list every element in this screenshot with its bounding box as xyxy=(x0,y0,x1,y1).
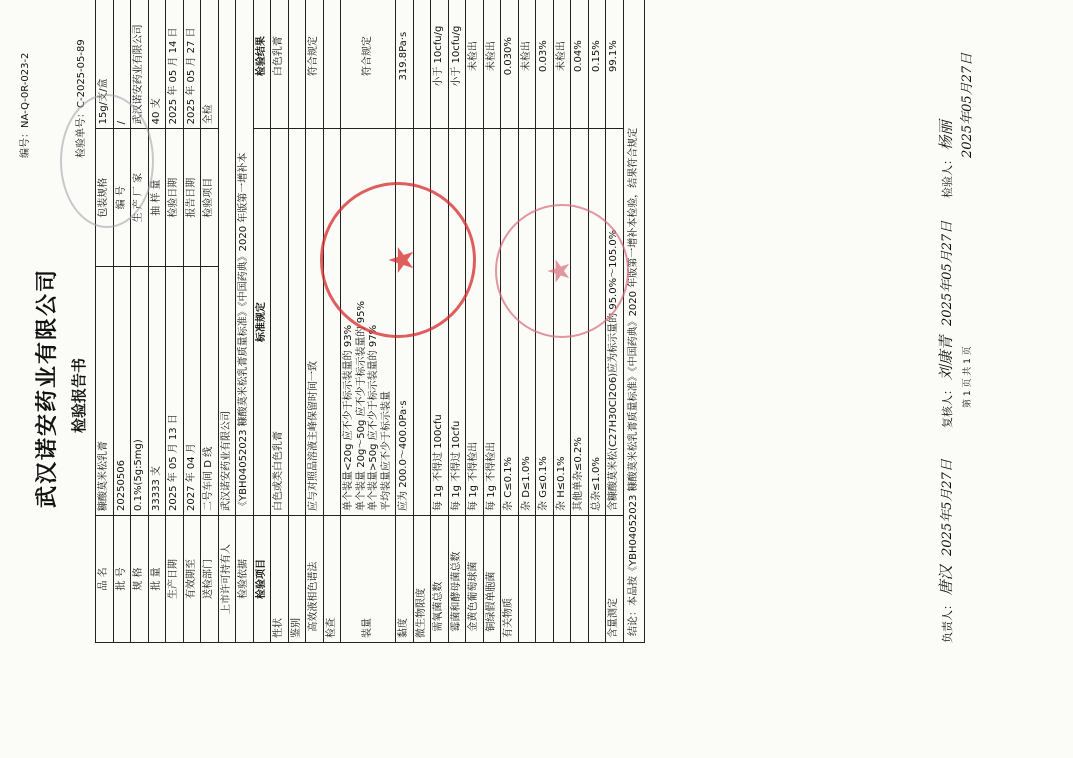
item-result-cell xyxy=(413,0,431,129)
item-result-cell xyxy=(323,0,341,129)
cell-report-value: 2025 年 05 月 27 日 xyxy=(183,0,201,129)
star-icon: ★ xyxy=(542,257,577,285)
item-result-cell: 未检出 xyxy=(483,0,501,129)
inspector-block xyxy=(935,53,975,198)
table-row xyxy=(606,0,624,643)
reviewer-date: 2025年05月27日 xyxy=(940,220,955,326)
cell-size-value: 0.1%(5g:5mg) xyxy=(131,267,149,516)
cell-name-value: 糠酸莫米松乳膏 xyxy=(96,267,114,516)
item-standard-cell: 杂 D≤1.0% xyxy=(518,129,536,516)
item-name-cell: 微生物限度 xyxy=(413,515,431,642)
report-number: 检验单号：C-2025-05-89 xyxy=(76,39,87,158)
responsible-date: 2025年5月27日 xyxy=(940,459,955,556)
reviewer-signature: 刘康青 xyxy=(937,335,955,381)
cell-no-value: / xyxy=(113,0,131,129)
table-row xyxy=(148,0,166,643)
cell-test-value: 2025 年 05 月 14 日 xyxy=(166,0,184,129)
table-row xyxy=(236,0,254,643)
item-name-cell: 鉴别 xyxy=(288,515,306,642)
item-result-cell: 99.1% xyxy=(606,0,624,129)
cell-report-label: 报告日期 xyxy=(183,129,201,267)
cell-purpose-value: 全检 xyxy=(201,0,219,129)
item-name-cell: 性状 xyxy=(271,515,289,642)
item-result-cell: 符合规定 xyxy=(306,0,324,129)
cell-size-label: 规 格 xyxy=(131,515,149,642)
cell-spec-value: 15g/支/盒 xyxy=(96,0,114,129)
cell-mfg-label: 生产日期 xyxy=(166,515,184,642)
table-row xyxy=(218,0,236,643)
cell-name-label: 品 名 xyxy=(96,515,114,642)
item-name-cell: 霉菌和酵母菌总数 xyxy=(448,515,466,642)
conclusion-row xyxy=(623,0,645,643)
pink-quality-stamp xyxy=(495,204,629,338)
item-result-cell: 319.8Pa·s xyxy=(396,0,414,129)
cell-test-label: 检验日期 xyxy=(166,129,184,267)
item-standard-cell: 杂 C≤0.1% xyxy=(501,129,519,516)
item-result-cell: 0.030% xyxy=(501,0,519,129)
item-standard-cell xyxy=(288,129,306,516)
item-name-cell xyxy=(518,515,536,642)
item-result-cell xyxy=(288,0,306,129)
cell-dept-value: 二号车间 D 线 xyxy=(201,267,219,516)
header-standard: 标准规定 xyxy=(253,129,271,516)
item-result-cell: 未检出 xyxy=(466,0,484,129)
responsible-label: 负责人： xyxy=(941,599,954,643)
table-row xyxy=(166,0,184,643)
cell-batch-value: 20250506 xyxy=(113,267,131,516)
item-standard-cell: 白色或类白色乳膏 xyxy=(271,129,289,516)
item-result-cell: 未检出 xyxy=(553,0,571,129)
item-result-cell: 小于 10cfu/g xyxy=(431,0,449,129)
table-row xyxy=(501,0,519,643)
table-row xyxy=(271,0,289,643)
inspector-signature: 杨丽 xyxy=(937,120,955,151)
item-name-cell: 铜绿假单胞菌 xyxy=(483,515,501,642)
item-standard-cell xyxy=(323,129,341,516)
header-result: 检验结果 xyxy=(253,0,271,129)
item-standard-cell: 杂 H≤0.1% xyxy=(553,129,571,516)
cell-exp-value: 2027 年 04 月 xyxy=(183,267,201,516)
table-row xyxy=(201,0,219,643)
reviewer-block xyxy=(935,221,956,428)
responsible-signature: 唐汉 xyxy=(937,565,955,596)
item-result-cell: 未检出 xyxy=(518,0,536,129)
item-name-cell: 检查 xyxy=(323,515,341,642)
cell-mfg-value: 2025 年 05 月 13 日 xyxy=(166,267,184,516)
cell-purpose-label: 检验项目 xyxy=(201,129,219,267)
cell-batch-label: 批 号 xyxy=(113,515,131,642)
table-row xyxy=(448,0,466,643)
cell-mfr-label: 生 产 厂 家 xyxy=(131,129,149,267)
cell-mfr-value: 武汉诺安药业有限公司 xyxy=(131,0,149,129)
conclusion-text: 本品按《YBH04052023 糠酸莫米松乳膏质量标准》《中国药典》2020 年版第一增补本检验，结果符合规定 xyxy=(627,127,639,606)
cell-qty-value: 33333 支 xyxy=(148,267,166,516)
item-standard-cell: 含糠酸莫米松(C27H30Cl2O6)应为标示量的 95.0%～105.0% xyxy=(606,129,624,516)
table-row xyxy=(183,0,201,643)
item-standard-cell: 其他单杂≤0.2% xyxy=(571,129,589,516)
red-inspection-stamp xyxy=(320,182,476,338)
item-standard-cell: 总杂≤1.0% xyxy=(588,129,606,516)
reviewer-label: 复核人： xyxy=(941,384,954,428)
item-standard-cell: 每 1g 不得检出 xyxy=(483,129,501,516)
cell-qty-label: 批 量 xyxy=(148,515,166,642)
cell-mah-label: 上市许可持有人 xyxy=(218,515,236,642)
table-row xyxy=(131,0,149,643)
item-name-cell: 黏度 xyxy=(396,515,414,642)
item-standard-cell: 每 1g 不得过 10cfu xyxy=(448,129,466,516)
cell-dept-label: 送检部门 xyxy=(201,515,219,642)
item-result-cell: 符合规定 xyxy=(341,0,396,129)
star-icon: ★ xyxy=(382,244,422,276)
inspector-label: 检验人： xyxy=(941,154,954,198)
item-name-cell: 装量 xyxy=(341,515,396,642)
cell-sample-label: 抽 样 量 xyxy=(148,129,166,267)
doc-number: 编号：NA-Q-0R-023-2 xyxy=(20,52,31,158)
item-name-cell: 需氧菌总数 xyxy=(431,515,449,642)
table-row xyxy=(483,0,501,643)
gray-stamp xyxy=(60,94,154,228)
cell-exp-label: 有效期至 xyxy=(183,515,201,642)
item-standard-cell: 应为 200.0～400.0Pa·s xyxy=(396,129,414,516)
item-standard-cell: 每 1g 不得检出 xyxy=(466,129,484,516)
item-standard-cell: 单个装量<20g 应不少于标示装量的 93% 单个装量 20g～50g 应不少于标示装量的 95% 单个装量>50g 应不少于标示装量的 97% 平均装量应不少于标示装量 xyxy=(341,129,396,516)
cell-sample-value: 40 支 xyxy=(148,0,166,129)
item-name-cell xyxy=(588,515,606,642)
item-result-cell: 白色乳膏 xyxy=(271,0,289,129)
item-result-cell: 0.04% xyxy=(571,0,589,129)
item-name-cell: 金黄色葡萄球菌 xyxy=(466,515,484,642)
item-name-cell xyxy=(571,515,589,642)
cell-basis-value: 《YBH04052023 糠酸莫米松乳膏质量标准》《中国药典》2020 年版第一增补本 xyxy=(236,0,254,515)
page-footer: 第 1 页 共 1 页 xyxy=(963,346,973,408)
item-name-cell: 高效液相色谱法 xyxy=(306,515,324,642)
cell-spec-label: 包装规格 xyxy=(96,129,114,267)
table-row xyxy=(323,0,341,643)
table-header-row xyxy=(253,0,271,643)
conclusion-label: 结论： xyxy=(627,606,639,636)
item-standard-cell: 应与对照品溶液主峰保留时间一致 xyxy=(306,129,324,516)
item-name-cell: 含量测定 xyxy=(606,515,624,642)
report-title: 检验报告书 xyxy=(70,357,88,433)
cell-basis-label: 检验依据 xyxy=(236,515,254,642)
inspector-date: 2025年05月27日 xyxy=(960,52,975,158)
header-item: 检验项目 xyxy=(253,515,271,642)
responsible-block xyxy=(935,459,956,643)
cell-no-label: 编 号 xyxy=(113,129,131,267)
table-row xyxy=(306,0,324,643)
table-row xyxy=(288,0,306,643)
item-result-cell: 小于 10cfu/g xyxy=(448,0,466,129)
item-name-cell xyxy=(536,515,554,642)
item-result-cell: 0.15% xyxy=(588,0,606,129)
company-name: 武汉诺安药业有限公司 xyxy=(34,267,60,508)
table-row xyxy=(466,0,484,643)
item-standard-cell: 杂 G≤0.1% xyxy=(536,129,554,516)
item-standard-cell: 每 1g 不得过 100cfu xyxy=(431,129,449,516)
item-name-cell xyxy=(553,515,571,642)
cell-mah-value: 武汉诺安药业有限公司 xyxy=(218,0,236,515)
item-result-cell: 0.03% xyxy=(536,0,554,129)
item-name-cell: 有关物质 xyxy=(501,515,519,642)
